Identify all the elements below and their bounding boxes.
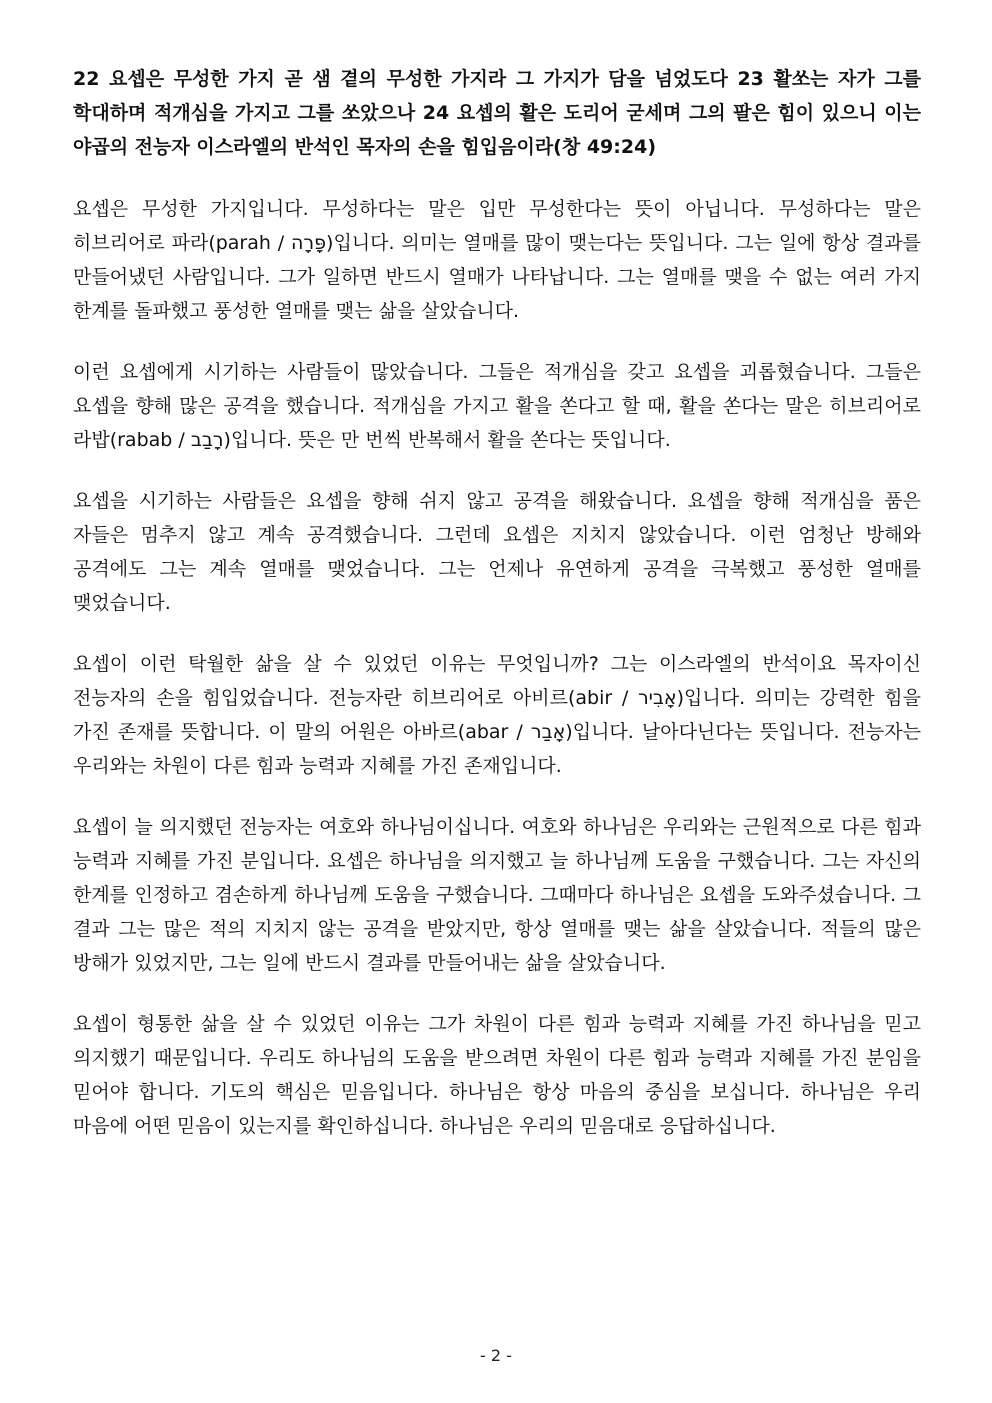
scripture-verse: 22 요셉은 무성한 가지 곧 샘 곁의 무성한 가지라 그 가지가 담을 넘었도다 23 활쏘는 자가 그를 학대하며 적개심을 가지고 그를 쏘았으나 24 요셉의 활은 도리어 굳세며 그의 팔은 힘이 있으니 이는 야곱의 전능자 이스라엘의 반석인 목자의 손을 힘입음이라(창 49:24) [73, 68, 921, 158]
paragraph: 요셉을 시기하는 사람들은 요셉을 향해 쉬지 않고 공격을 해왔습니다. 요셉을 향해 적개심을 품은 자들은 멈추지 않고 계속 공격했습니다. 그런데 요셉은 지치지 않았습니다. 이런 엄청난 방해와 공격에도 그는 계속 열매를 맺었습니다. 그는 언제나 유연하게 공격을 극복했고 풍성한 열매를 맺었습니다. [73, 490, 921, 614]
paragraph: 요셉은 무성한 가지입니다. 무성하다는 말은 입만 무성한다는 뜻이 아닙니다. 무성하다는 말은 히브리어로 파라(parah / פָּרָה)입니다. 의미는 열매를 많이 맺는다는 뜻입니다. 그는 일에 항상 결과를 만들어냈던 사람입니다. 그가 일하면 반드시 열매가 나타납니다. 그는 열매를 맺을 수 없는 여러 가지 한계를 돌파했고 풍성한 열매를 맺는 삶을 살았습니다. [73, 198, 921, 322]
paragraph: 요셉이 늘 의지했던 전능자는 여호와 하나님이십니다. 여호와 하나님은 우리와는 근원적으로 다른 힘과 능력과 지혜를 가진 분입니다. 요셉은 하나님을 의지했고 늘 하나님께 도움을 구했습니다. 그는 자신의 한계를 인정하고 겸손하게 하나님께 도움을 구했습니다. 그때마다 하나님은 요셉을 도와주셨습니다. 그 결과 그는 많은 적의 지치지 않는 공격을 받았지만, 항상 열매를 맺는 삶을 살았습니다. 적들의 많은 방해가 있었지만, 그는 일에 반드시 결과를 만들어내는 삶을 살았습니다. [73, 816, 921, 974]
paragraph: 요셉이 이런 탁월한 삶을 살 수 있었던 이유는 무엇입니까? 그는 이스라엘의 반석이요 목자이신 전능자의 손을 힘입었습니다. 전능자란 히브리어로 아비르(abir / אָבִיר)입니다. 의미는 강력한 힘을 가진 존재를 뜻합니다. 이 말의 어원은 아바르(abar / אָבַר)입니다. 날아다닌다는 뜻입니다. 전능자는 우리와는 차원이 다른 힘과 능력과 지혜를 가진 존재입니다. [73, 653, 922, 777]
page-number: - 2 - [480, 1346, 512, 1365]
paragraph: 이런 요셉에게 시기하는 사람들이 많았습니다. 그들은 적개심을 갖고 요셉을 괴롭혔습니다. 그들은 요셉을 향해 많은 공격을 했습니다. 적개심을 가지고 활을 쏜다고 할 때, 활을 쏜다는 말은 히브리어로 라밥(rabab / רָבַב)입니다. 뜻은 만 번씩 반복해서 활을 쏜다는 뜻입니다. [73, 361, 921, 451]
document-body [73, 62, 921, 1170]
paragraph: 요셉이 형통한 삶을 살 수 있었던 이유는 그가 차원이 다른 힘과 능력과 지혜를 가진 하나님을 믿고 의지했기 때문입니다. 우리도 하나님의 도움을 받으려면 차원이 다른 힘과 능력과 지혜를 가진 분임을 믿어야 합니다. 기도의 핵심은 믿음입니다. 하나님은 항상 마음의 중심을 보십니다. 하나님은 우리 마음에 어떤 믿음이 있는지를 확인하십니다. 하나님은 우리의 믿음대로 응답하십니다. [73, 1013, 921, 1137]
